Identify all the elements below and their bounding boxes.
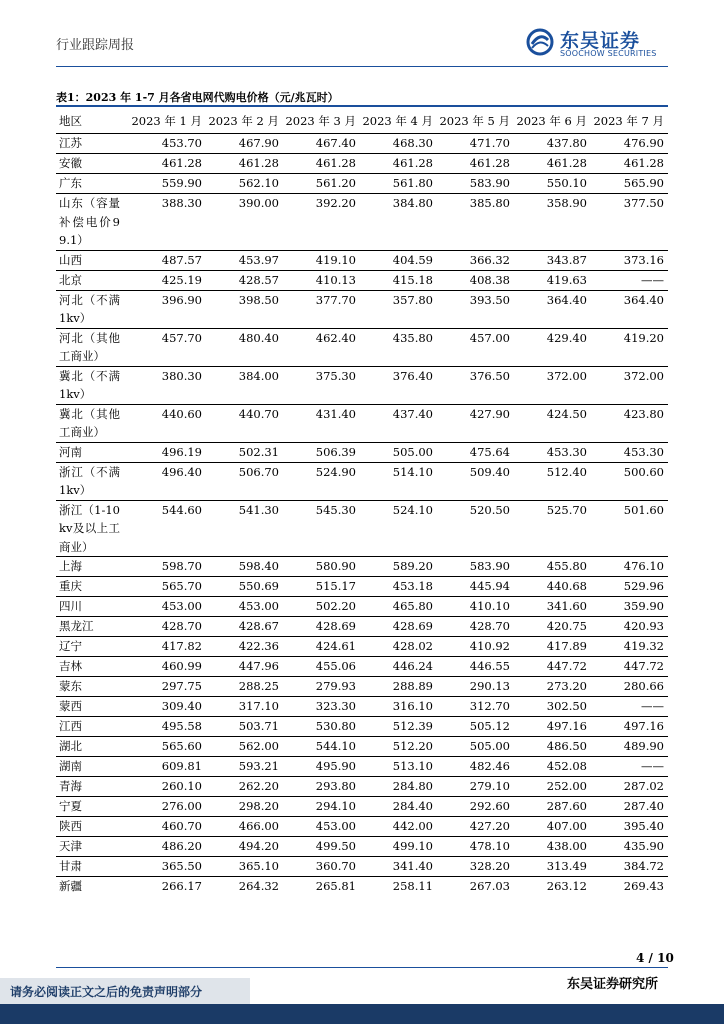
region-cell: 重庆 [59, 579, 82, 593]
price-cell: 358.90 [546, 196, 587, 210]
price-cell: 287.40 [623, 799, 664, 813]
price-cell: 497.16 [546, 719, 587, 733]
table-row [56, 577, 668, 597]
table-row [56, 617, 668, 637]
price-cell: 297.75 [161, 679, 202, 693]
price-cell: 423.80 [623, 406, 664, 421]
table-row [56, 877, 668, 897]
region-cell: 湖北 [59, 739, 82, 753]
price-cell: 437.40 [392, 406, 433, 421]
price-cell: 288.89 [392, 679, 433, 693]
price-cell: 384.00 [238, 368, 279, 383]
price-cell: 292.60 [469, 799, 510, 813]
price-cell: 502.20 [315, 599, 356, 613]
price-cell: 407.00 [546, 819, 587, 833]
price-cell: 404.59 [392, 252, 433, 267]
price-cell: 341.60 [546, 599, 587, 613]
price-cell: 284.80 [392, 779, 433, 793]
price-cell: 384.80 [392, 196, 433, 210]
price-cell: 545.30 [315, 502, 356, 517]
price-cell: 293.80 [315, 779, 356, 793]
price-cell: 452.08 [546, 759, 587, 773]
price-cell: 431.40 [315, 406, 356, 421]
price-cell: 565.90 [623, 176, 664, 190]
price-cell: 559.90 [161, 176, 202, 190]
column-header-month: 2023 年 6 月 [516, 114, 587, 128]
price-cell: 461.28 [469, 156, 510, 170]
price-cell: 388.30 [161, 196, 202, 210]
price-cell: 428.70 [469, 619, 510, 633]
price-cell: 476.90 [623, 136, 664, 150]
table-row [56, 270, 668, 290]
region-cell: 宁夏 [59, 799, 82, 813]
price-cell: 544.10 [315, 739, 356, 753]
price-cell: 478.10 [469, 839, 510, 853]
price-cell: 457.00 [469, 330, 510, 345]
price-cell: 562.00 [238, 739, 279, 753]
column-header-month: 2023 年 2 月 [208, 114, 279, 128]
table-row [56, 174, 668, 194]
price-cell: 298.20 [238, 799, 279, 813]
price-cell: 467.90 [238, 136, 279, 150]
price-cell: 428.69 [315, 619, 356, 633]
price-cell: 446.24 [392, 659, 433, 673]
price-cell: —— [641, 759, 664, 773]
disclaimer-text: 请务必阅读正文之后的免责声明部分 [10, 985, 203, 999]
price-cell: 461.28 [623, 156, 664, 170]
price-cell: 494.20 [238, 839, 279, 853]
price-cell: 366.32 [469, 252, 510, 267]
price-cell: 365.10 [238, 859, 279, 873]
price-cell: 447.72 [546, 659, 587, 673]
price-cell: 364.40 [546, 292, 587, 307]
price-cell: 520.50 [469, 502, 510, 517]
table-row [56, 757, 668, 777]
price-cell: 428.70 [161, 619, 202, 633]
price-cell: 593.21 [238, 759, 279, 773]
region-cell: 新疆 [59, 879, 82, 893]
region-cell: 山西 [59, 252, 82, 267]
price-cell: 509.40 [469, 464, 510, 479]
price-cell: 460.99 [161, 659, 202, 673]
price-cell: 460.70 [161, 819, 202, 833]
region-cell: 吉林 [59, 659, 82, 673]
price-cell: 428.67 [238, 619, 279, 633]
price-cell: 279.93 [315, 679, 356, 693]
price-cell: 514.10 [392, 464, 433, 479]
price-cell: 496.19 [161, 444, 202, 459]
price-cell: 419.10 [315, 252, 356, 267]
price-cell: 417.89 [546, 639, 587, 653]
price-cell: 420.93 [623, 619, 664, 633]
price-cell: 445.94 [469, 579, 510, 593]
price-cell: 364.40 [623, 292, 664, 307]
price-cell: 410.13 [315, 272, 356, 287]
price-table-container [56, 105, 668, 896]
price-cell: 512.39 [392, 719, 433, 733]
price-cell: 276.00 [161, 799, 202, 813]
price-cell: 530.80 [315, 719, 356, 733]
price-cell: 380.30 [161, 368, 202, 383]
region-cell: 浙江（1-10kv及以上工商业） [59, 502, 120, 554]
price-cell: 376.40 [392, 368, 433, 383]
price-cell: 447.72 [623, 659, 664, 673]
price-cell: 341.40 [392, 859, 433, 873]
table-row [56, 657, 668, 677]
region-cell: 江苏 [59, 136, 82, 150]
price-cell: 550.69 [238, 579, 279, 593]
price-cell: 505.00 [469, 739, 510, 753]
price-cell: 455.06 [315, 659, 356, 673]
price-cell: 453.00 [161, 599, 202, 613]
region-cell: 湖南 [59, 759, 82, 773]
price-cell: 453.97 [238, 252, 279, 267]
price-cell: 506.39 [315, 444, 356, 459]
price-cell: 502.31 [238, 444, 279, 459]
price-cell: 480.40 [238, 330, 279, 345]
price-cell: 375.30 [315, 368, 356, 383]
price-cell: 583.90 [469, 559, 510, 573]
footer-organization: 东吴证券研究所 [567, 977, 659, 992]
price-cell: 515.17 [315, 579, 356, 593]
price-cell: 269.43 [623, 879, 664, 893]
table-row [56, 154, 668, 174]
table-row [56, 837, 668, 857]
price-cell: 313.49 [546, 859, 587, 873]
price-cell: 365.50 [161, 859, 202, 873]
price-cell: 609.81 [161, 759, 202, 773]
price-cell: 372.00 [623, 368, 664, 383]
table-row [56, 442, 668, 462]
region-cell: 陕西 [59, 819, 82, 833]
price-cell: 252.00 [546, 779, 587, 793]
price-cell: 384.72 [623, 859, 664, 873]
price-cell: 287.02 [623, 779, 664, 793]
table-row [56, 677, 668, 697]
region-cell: 辽宁 [59, 639, 82, 653]
price-cell: 302.50 [546, 699, 587, 713]
price-cell: 453.30 [623, 444, 664, 459]
price-cell: 512.20 [392, 739, 433, 753]
price-cell: 487.57 [161, 252, 202, 267]
price-cell: 309.40 [161, 699, 202, 713]
region-cell: 甘肃 [59, 859, 82, 873]
table-row [56, 194, 668, 251]
price-cell: 562.10 [238, 176, 279, 190]
page-number: 4 / 10 [636, 951, 674, 965]
table-title: 表1：2023 年 1-7 月各省电网代购电价格（元/兆瓦时） [56, 91, 339, 104]
column-header-month: 2023 年 5 月 [439, 114, 510, 128]
region-cell: 河北（不满1kv） [59, 292, 120, 325]
table-row [56, 404, 668, 442]
price-cell: —— [641, 699, 664, 713]
price-cell: 377.50 [623, 196, 664, 210]
price-cell: 486.50 [546, 739, 587, 753]
price-cell: —— [641, 272, 664, 287]
price-cell: 279.10 [469, 779, 510, 793]
price-cell: 525.70 [546, 502, 587, 517]
region-cell: 安徽 [59, 156, 82, 170]
price-cell: 512.40 [546, 464, 587, 479]
price-cell: 376.50 [469, 368, 510, 383]
price-cell: 453.00 [238, 599, 279, 613]
price-cell: 280.66 [623, 679, 664, 693]
price-cell: 360.70 [315, 859, 356, 873]
table-row [56, 134, 668, 154]
price-cell: 461.28 [161, 156, 202, 170]
price-cell: 410.10 [469, 599, 510, 613]
price-cell: 265.81 [315, 879, 356, 893]
price-cell: 343.87 [546, 252, 587, 267]
price-cell: 497.16 [623, 719, 664, 733]
price-cell: 561.80 [392, 176, 433, 190]
price-cell: 500.60 [623, 464, 664, 479]
price-cell: 419.20 [623, 330, 664, 345]
price-cell: 561.20 [315, 176, 356, 190]
price-cell: 465.80 [392, 599, 433, 613]
price-cell: 385.80 [469, 196, 510, 210]
price-cell: 495.58 [161, 719, 202, 733]
price-cell: 440.68 [546, 579, 587, 593]
price-cell: 486.20 [161, 839, 202, 853]
price-cell: 565.60 [161, 739, 202, 753]
price-cell: 482.46 [469, 759, 510, 773]
price-cell: 396.90 [161, 292, 202, 307]
price-cell: 524.90 [315, 464, 356, 479]
table-row [56, 597, 668, 617]
price-cell: 429.40 [546, 330, 587, 345]
price-cell: 440.70 [238, 406, 279, 421]
region-cell: 冀北（不满1kv） [59, 368, 120, 401]
price-cell: 424.61 [315, 639, 356, 653]
region-cell: 天津 [59, 839, 82, 853]
logo-chinese-name: 东吴证券 [560, 30, 641, 52]
price-cell: 541.30 [238, 502, 279, 517]
region-cell: 河北（其他工商业） [59, 330, 120, 363]
price-cell: 427.20 [469, 819, 510, 833]
price-cell: 419.32 [623, 639, 664, 653]
price-cell: 495.90 [315, 759, 356, 773]
price-cell: 565.70 [161, 579, 202, 593]
price-cell: 583.90 [469, 176, 510, 190]
logo-english-name: SOOCHOW SECURITIES [560, 49, 657, 58]
price-cell: 266.17 [161, 879, 202, 893]
price-cell: 419.63 [546, 272, 587, 287]
price-cell: 263.12 [546, 879, 587, 893]
price-cell: 323.30 [315, 699, 356, 713]
footer-bar [0, 1004, 724, 1024]
price-cell: 435.90 [623, 839, 664, 853]
region-cell: 黑龙江 [59, 619, 94, 633]
column-header-region: 地区 [59, 114, 82, 128]
price-cell: 312.70 [469, 699, 510, 713]
table-row [56, 250, 668, 270]
price-cell: 357.80 [392, 292, 433, 307]
price-cell: 437.80 [546, 136, 587, 150]
price-cell: 453.70 [161, 136, 202, 150]
column-header-month: 2023 年 7 月 [593, 114, 664, 128]
price-cell: 501.60 [623, 502, 664, 517]
price-cell: 457.70 [161, 330, 202, 345]
price-cell: 505.00 [392, 444, 433, 459]
price-cell: 435.80 [392, 330, 433, 345]
price-cell: 390.00 [238, 196, 279, 210]
price-cell: 398.50 [238, 292, 279, 307]
company-logo [526, 26, 676, 60]
price-cell: 262.20 [238, 779, 279, 793]
table-row [56, 637, 668, 657]
header-divider [56, 66, 668, 67]
region-cell: 蒙西 [59, 699, 82, 713]
region-cell: 山东（容量补偿电价99.1） [59, 196, 120, 247]
table-row [56, 857, 668, 877]
price-cell: 462.40 [315, 330, 356, 345]
price-cell: 461.28 [546, 156, 587, 170]
price-cell: 442.00 [392, 819, 433, 833]
table-header-row [56, 106, 668, 134]
price-cell: 598.40 [238, 559, 279, 573]
column-header-month: 2023 年 4 月 [362, 114, 433, 128]
price-cell: 284.40 [392, 799, 433, 813]
price-cell: 428.02 [392, 639, 433, 653]
table-row [56, 290, 668, 328]
price-cell: 415.18 [392, 272, 433, 287]
price-cell: 417.82 [161, 639, 202, 653]
price-cell: 424.50 [546, 406, 587, 421]
price-cell: 524.10 [392, 502, 433, 517]
price-cell: 471.70 [469, 136, 510, 150]
table-row [56, 697, 668, 717]
price-cell: 393.50 [469, 292, 510, 307]
price-cell: 468.30 [392, 136, 433, 150]
price-cell: 377.70 [315, 292, 356, 307]
price-cell: 598.70 [161, 559, 202, 573]
price-cell: 427.90 [469, 406, 510, 421]
price-cell: 461.28 [392, 156, 433, 170]
report-type-label: 行业跟踪周报 [56, 38, 135, 53]
price-cell: 422.36 [238, 639, 279, 653]
price-cell: 438.00 [546, 839, 587, 853]
price-cell: 267.03 [469, 879, 510, 893]
price-cell: 461.28 [238, 156, 279, 170]
price-cell: 392.20 [315, 196, 356, 210]
price-cell: 410.92 [469, 639, 510, 653]
column-header-month: 2023 年 1 月 [131, 114, 202, 128]
price-cell: 287.60 [546, 799, 587, 813]
price-cell: 428.69 [392, 619, 433, 633]
price-cell: 290.13 [469, 679, 510, 693]
price-cell: 446.55 [469, 659, 510, 673]
price-cell: 506.70 [238, 464, 279, 479]
price-cell: 273.20 [546, 679, 587, 693]
price-cell: 359.90 [623, 599, 664, 613]
price-cell: 420.75 [546, 619, 587, 633]
region-cell: 蒙东 [59, 679, 82, 693]
price-cell: 453.18 [392, 579, 433, 593]
price-cell: 466.00 [238, 819, 279, 833]
region-cell: 冀北（其他工商业） [59, 406, 120, 439]
price-cell: 317.10 [238, 699, 279, 713]
price-cell: 505.12 [469, 719, 510, 733]
price-cell: 455.80 [546, 559, 587, 573]
region-cell: 广东 [59, 176, 82, 190]
price-cell: 453.00 [315, 819, 356, 833]
region-cell: 北京 [59, 272, 82, 287]
price-cell: 395.40 [623, 819, 664, 833]
region-cell: 江西 [59, 719, 82, 733]
price-cell: 580.90 [315, 559, 356, 573]
price-cell: 372.00 [546, 368, 587, 383]
price-cell: 499.10 [392, 839, 433, 853]
table-row [56, 797, 668, 817]
table-row [56, 717, 668, 737]
price-cell: 288.25 [238, 679, 279, 693]
price-cell: 453.30 [546, 444, 587, 459]
price-cell: 589.20 [392, 559, 433, 573]
table-row [56, 737, 668, 757]
region-cell: 青海 [59, 779, 82, 793]
price-cell: 328.20 [469, 859, 510, 873]
price-cell: 529.96 [623, 579, 664, 593]
table-row [56, 817, 668, 837]
table-row [56, 500, 668, 557]
table-body [56, 134, 668, 897]
price-cell: 550.10 [546, 176, 587, 190]
price-cell: 316.10 [392, 699, 433, 713]
table-row [56, 777, 668, 797]
price-cell: 440.60 [161, 406, 202, 421]
table-row [56, 462, 668, 500]
price-cell: 489.90 [623, 739, 664, 753]
price-cell: 544.60 [161, 502, 202, 517]
price-cell: 428.57 [238, 272, 279, 287]
region-cell: 河南 [59, 444, 82, 459]
price-cell: 447.96 [238, 659, 279, 673]
price-cell: 425.19 [161, 272, 202, 287]
region-cell: 浙江（不满1kv） [59, 464, 120, 497]
table-row [56, 557, 668, 577]
price-cell: 476.10 [623, 559, 664, 573]
footer-divider [56, 967, 668, 968]
price-cell: 260.10 [161, 779, 202, 793]
price-cell: 503.71 [238, 719, 279, 733]
price-cell: 294.10 [315, 799, 356, 813]
price-cell: 467.40 [315, 136, 356, 150]
price-cell: 499.50 [315, 839, 356, 853]
price-cell: 408.38 [469, 272, 510, 287]
price-cell: 475.64 [469, 444, 510, 459]
column-header-month: 2023 年 3 月 [285, 114, 356, 128]
table-row [56, 328, 668, 366]
soochow-logo-icon [526, 28, 554, 56]
price-cell: 258.11 [392, 879, 433, 893]
price-cell: 513.10 [392, 759, 433, 773]
price-cell: 264.32 [238, 879, 279, 893]
price-cell: 461.28 [315, 156, 356, 170]
region-cell: 上海 [59, 559, 82, 573]
price-cell: 373.16 [623, 252, 664, 267]
price-cell: 496.40 [161, 464, 202, 479]
table-row [56, 366, 668, 404]
power-price-table [56, 105, 668, 896]
region-cell: 四川 [59, 599, 82, 613]
